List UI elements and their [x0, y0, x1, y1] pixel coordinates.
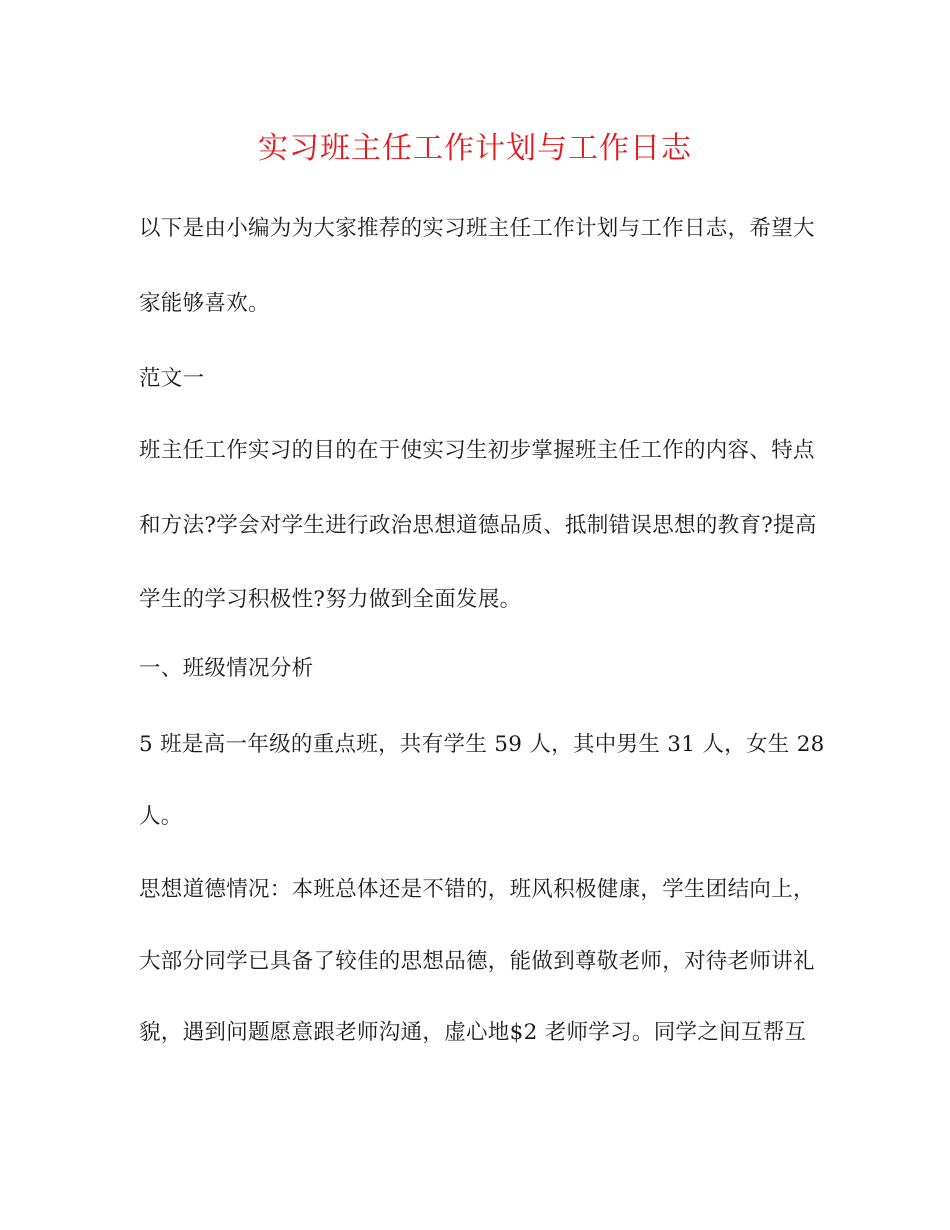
paragraph-line: 5 班是高一年级的重点班，共有学生 59 人，其中男生 31 人，女生 28	[139, 732, 825, 757]
paragraph-line: 和方法?学会对学生进行政治思想道德品质、抵制错误思想的教育?提高	[139, 513, 817, 538]
section-label: 范文一	[139, 366, 205, 391]
paragraph-line: 貌，遇到问题愿意跟老师沟通，虚心地$2 老师学习。同学之间互帮互	[139, 1020, 807, 1045]
section-heading: 一、班级情况分析	[139, 656, 314, 681]
paragraph-line: 班主任工作实习的目的在于使实习生初步掌握班主任工作的内容、特点	[139, 438, 815, 463]
document-title: 实习班主任工作计划与工作日志	[258, 131, 692, 166]
paragraph-line: 大部分同学已具备了较佳的思想品德，能做到尊敬老师，对待老师讲礼	[139, 949, 815, 974]
paragraph-line: 思想道德情况：本班总体还是不错的，班风积极健康，学生团结向上，	[139, 877, 815, 902]
paragraph-line: 家能够喜欢。	[139, 291, 270, 316]
paragraph-line: 人。	[139, 804, 183, 829]
paragraph-line: 学生的学习积极性?努力做到全面发展。	[139, 587, 522, 612]
paragraph-line: 以下是由小编为为大家推荐的实习班主任工作计划与工作日志，希望大	[139, 216, 815, 241]
